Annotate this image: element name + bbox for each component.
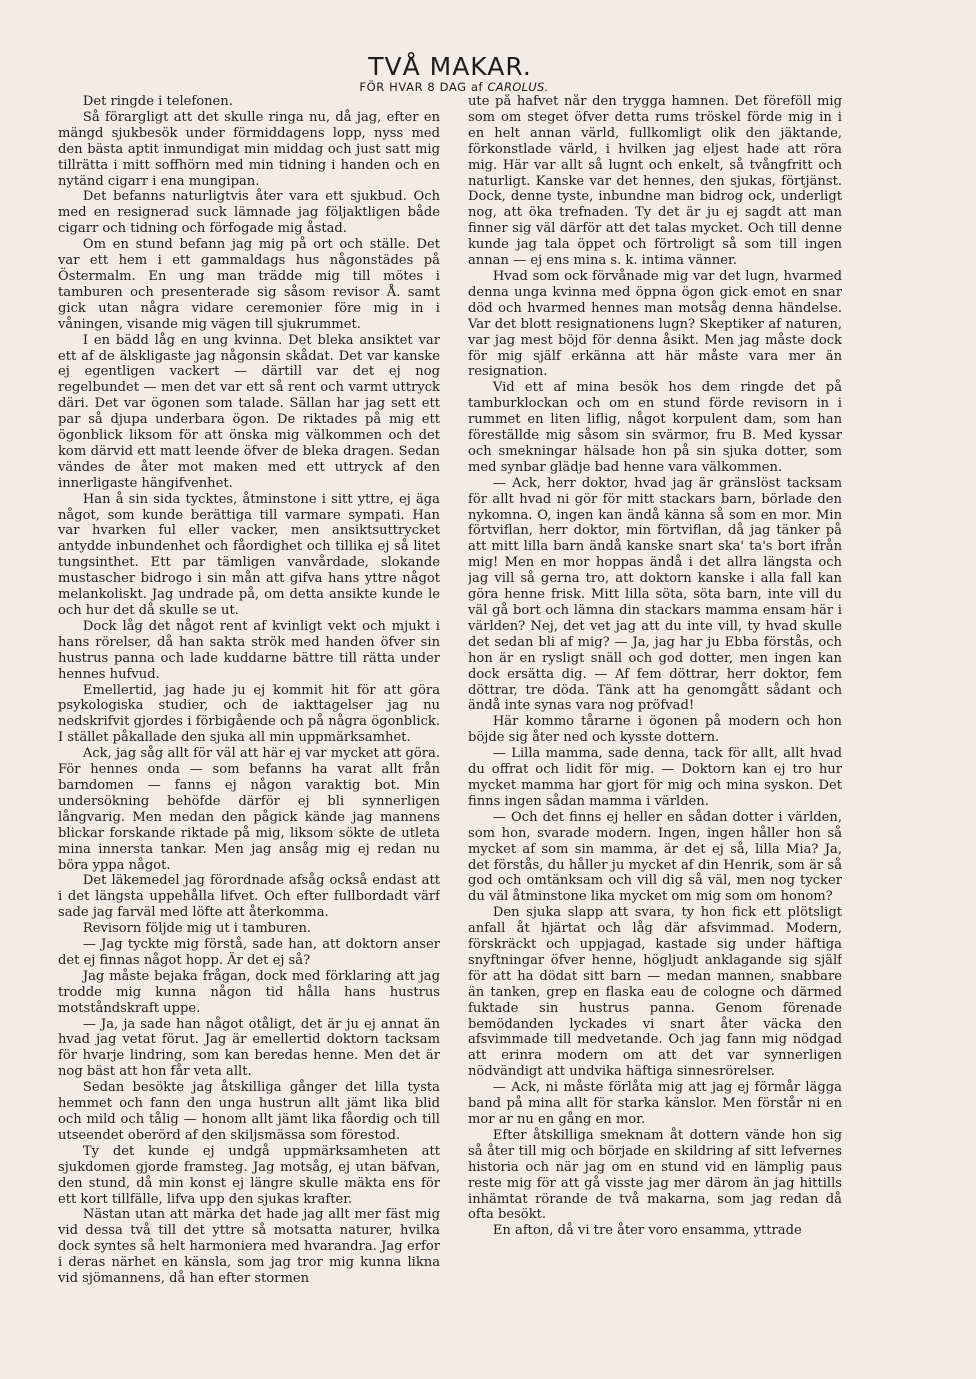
paragraph: Det läkemedel jag förordnade afsåg också endast att i det längsta uppehålla lifvet. Och efter fullbordadt värf sade jag farväl med löfte att återkomma. [58, 873, 440, 921]
paragraph: Jag måste bejaka frågan, dock med förklaring att jag trodde mig kunna någon tid hålla hans hustrus motståndskraft uppe. [58, 968, 440, 1016]
paragraph: — Ack, ni måste förlåta mig att jag ej förmår lägga band på mina allt för starka känslor. Men förstår ni en mor ar nu en gång en mor. [468, 1080, 842, 1127]
paragraph: — Lilla mamma, sade denna, tack för allt, allt hvad du offrat och lidit för mig. — Doktorn kan ej tro hur mycket mamma har gjort för mig och mina syskon. Det finns ingen sådan mamma i världen. [468, 746, 842, 809]
paragraph: I en bädd låg en ung kvinna. Det bleka ansiktet var ett af de älskligaste jag någonsin skådat. Det var kanske ej egentligen vackert — därtill var det ej nog regelbundet — men det var ett så rent och varmt uttryck däri. Det var ögonen som talade. Sällan har jag sett ett par så djupa underbara ögon. De riktades på mig ett ögonblick liksom för att önska mig välkommen och det kom därvid ett matt leende öfver de bleka dragen. Sedan vändes de åter mot maken med ett uttryck af den innerligaste hängifvenhet. [58, 332, 440, 491]
paragraph: En afton, då vi tre åter voro ensamma, yttrade [492, 1223, 802, 1239]
paragraph: Han å sin sida tycktes, åtminstone i sitt yttre, ej äga något, som kunde berättiga till varmare sympati. Han var hvarken ful eller vacker, men ansiktsuttrycket antydde inbundenhet och fåordighet och tillika ej så litet tungsinthet. Ett par tämligen vanvårdade, slokande mustascher bidrogo i sin mån att gifva hans yttre något melankoliskt. Jag undrade på, om detta ansikte kunde le och hur det då skulle se ut. [58, 491, 440, 618]
paragraph: Det befanns naturligtvis åter vara ett sjukbud. Och med en resignerad suck lämnade jag följaktligen både cigarr och tidning och förfogade mig åstad. [58, 189, 440, 237]
paragraph: — Och det finns ej heller en sådan dotter i världen, som hon, svarade modern. Ingen, ingen håller hon så mycket af som sin mamma, är det ej så, lilla Mia? Ja, det förstås, du håller ju mycket af din Henrik, som är så god och omtänksam och vill dig så väl, men nog tycker du väl åtminstone lika mycket om mig som om honom? [468, 809, 842, 905]
paragraph: Revisorn följde mig ut i tamburen. [82, 921, 312, 937]
right-column [468, 94, 842, 1294]
paragraph: Så förargligt att det skulle ringa nu, då jag, efter en mängd sjukbesök under förmiddagens lopp, nyss med den bästa aptit inmundigat min middag och just satt mig tillrätta i mitt soffhörn med min tidning i handen och en nytänd cigarr i ena mungipan. [58, 109, 440, 189]
paragraph: Vid ett af mina besök hos dem ringde det på tamburklockan och om en stund förde revisorn in i rummet en liten liflig, något korpulent dam, som han föreställde mig såsom sin svärmor, fru B. Med kyssar och smekningar hälsade hon på sin sjuka dotter, som med synbar glädje bad henne vara välkommen. [468, 380, 842, 475]
left-column [58, 94, 440, 1294]
paragraph: — Ja, ja sade han något otåligt, det är ju ej annat än hvad jag vetat förut. Jag är emellertid doktorn tacksam för hvarje lindring, som kan beredas henne. Men det är nog bäst att hon får veta allt. [58, 1016, 440, 1080]
paragraph: Emellertid, jag hade ju ej kommit hit för att göra psykologiska studier, och de iakttagelser jag nu nedskrifvit gjordes i förbigående och på några ögonblick. I stället påkallade den sjuka all min uppmärksamhet. [58, 682, 440, 746]
paragraph: Sedan besökte jag åtskilliga gånger det lilla tysta hemmet och fann den unga hustrun allt jämt lika blid och mild och tålig — honom allt jämt lika fåordig och till utseendet oberörd af den skiljsmässa som förestod. [58, 1080, 440, 1143]
paragraph: — Ack, herr doktor, hvad jag är gränslöst tacksam för allt hvad ni gör för mitt stackars barn, börlade den nykomna. O, ingen kan ändå känna så som en mor. Min förtviflan, herr doktor, min förtviflan, då jag tänker på att mitt lilla barn ändå kanske snart ska' ta's bort ifrån mig! Men en mor hoppas ändå i det allra längsta och jag vill så gerna tro, att doktorn kanske i alla fall kan göra henne frisk. Mitt lilla söta, söta barn, inte vill du väl gå bort och lämna din stackars mamma ensam här i världen? Nej, det vet jag att du inte vill, ty hvad skulle det sedan bli af mig? — Ja, jag har ju Ebba förstås, och hon är en rysligt snäll och god dotter, men ingen kan dock ersätta dig. — Af fem döttrar, herr doktor, fem döttrar, tre döda. Tänk att ha genomgått sådant och ändå inte synas vara nog pröfvad! [468, 475, 842, 714]
subtitle-prefix: FÖR HVAR 8 DAG af [359, 80, 484, 94]
paragraph: Nästan utan att märka det hade jag allt mer fäst mig vid dessa två till det yttre så motsatta naturer, hvilka dock syntes så helt harmoniera med hvarandra. Jag erfor i deras närhet en känsla, som jag tror mig kunna likna vid sjömannens, då han efter stormen [58, 1207, 440, 1287]
paragraph: ute på hafvet når den trygga hamnen. Det föreföll mig som om steget öfver detta rums tröskel förde mig in i en helt annan värld, fullkomligt olik den jäktande, förkonstlade värld, i hvilken jag eljest hade att röra mig. Här var allt så lugnt och enkelt, så tvångfritt och naturligt. Kanske var det hennes, den sjukas, förtjänst. Dock, denne tyste, inbundne man bidrog ock, underligt nog, att öka trefnaden. Ty det är ju ej sagdt att man finner sig väl därför att det talas mycket. Och till denne kunde jag tala öppet och förtroligt så som till ingen annan — ej ens mina s. k. intima vänner. [468, 94, 842, 269]
paragraph: Ack, jag såg allt för väl att här ej var mycket att göra. För hennes onda — som befanns ha varat allt från barndomen — fanns ej någon varaktig bot. Min undersökning behöfde därför ej bli synnerligen långvarig. Men medan den pågick kände jag mannens blickar forskande riktade på mig, liksom sökte de utleta mina innersta tankar. Men jag ansåg mig ej redan nu böra yppa något. [58, 746, 440, 873]
paragraph: Här kommo tårarne i ögonen på modern och hon böjde sig åter ned och kysste dottern. [468, 714, 842, 746]
paragraph: Efter åtskilliga smeknam åt dottern vände hon sig så åter till mig och började en skildring af sitt lefvernes historia och när jag om en stund vid en lämplig paus reste mig för att gå visste jag mer därom än jag hittills inhämtat rörande de två makarna, som jag redan då ofta besökt. [468, 1127, 842, 1223]
author-name: CAROLUS. [487, 80, 549, 94]
paragraph: Om en stund befann jag mig på ort och ställe. Det var ett hem i ett gammaldags hus någonstädes på Östermalm. En ung man trädde mig till mötes i tamburen och presenterade sig såsom revisor Å. samt gick utan några vidare ceremonier före mig in i våningen, visande mig vägen till sjukrummet. [58, 237, 440, 332]
paragraph: Det ringde i telefonen. [82, 94, 233, 109]
paragraph: — Jag tyckte mig förstå, sade han, att doktorn anser det ej finnas något hopp. Är det ej så? [58, 937, 440, 968]
paragraph: Ty det kunde ej undgå uppmärksamheten att sjukdomen gjorde framsteg. Jag motsåg, ej utan bäfvan, den stund, då min konst ej längre skulle mäkta ens för ett kort tillfälle, lifva upp den sjukas krafter. [58, 1143, 440, 1207]
story-subtitle [0, 80, 908, 94]
paragraph: Hvad som ock förvånade mig var det lugn, hvarmed denna unga kvinna med öppna ögon gick emot en snar död och hvarmed hennes man motsåg denna händelse. Var det blott resignationens lugn? Skeptiker af naturen, var jag mest böjd för denna åsikt. Men jag måste dock för mig själf erkänna att här måste vara mer än resignation. [468, 268, 842, 380]
story-title: TVÅ MAKAR. [368, 52, 532, 81]
paragraph: Den sjuka slapp att svara, ty hon fick ett plötsligt anfall åt hjärtat och låg där afsvimmad. Modern, förskräckt och uppjagad, kastade sig under häftiga snyftningar öfver henne, högljudt anklagande sig själf för att ha dödat sitt barn — medan mannen, snabbare än tanken, grep en flaska eau de cologne och därmed fuktade sin hustrus panna. Genom förenade bemödanden lyckades vi snart åter väcka den afsvimmade till medvetande. Och jag fann mig nödgad att erinra modern om att det var synnerligen nödvändigt att undvika häftiga sinnesrörelser. [468, 905, 842, 1080]
paragraph: Dock låg det något rent af kvinligt vekt och mjukt i hans rörelser, då han sakta strök med handen öfver sin hustrus panna och lade kuddarne bättre till rätta under hennes hufvud. [58, 618, 440, 682]
